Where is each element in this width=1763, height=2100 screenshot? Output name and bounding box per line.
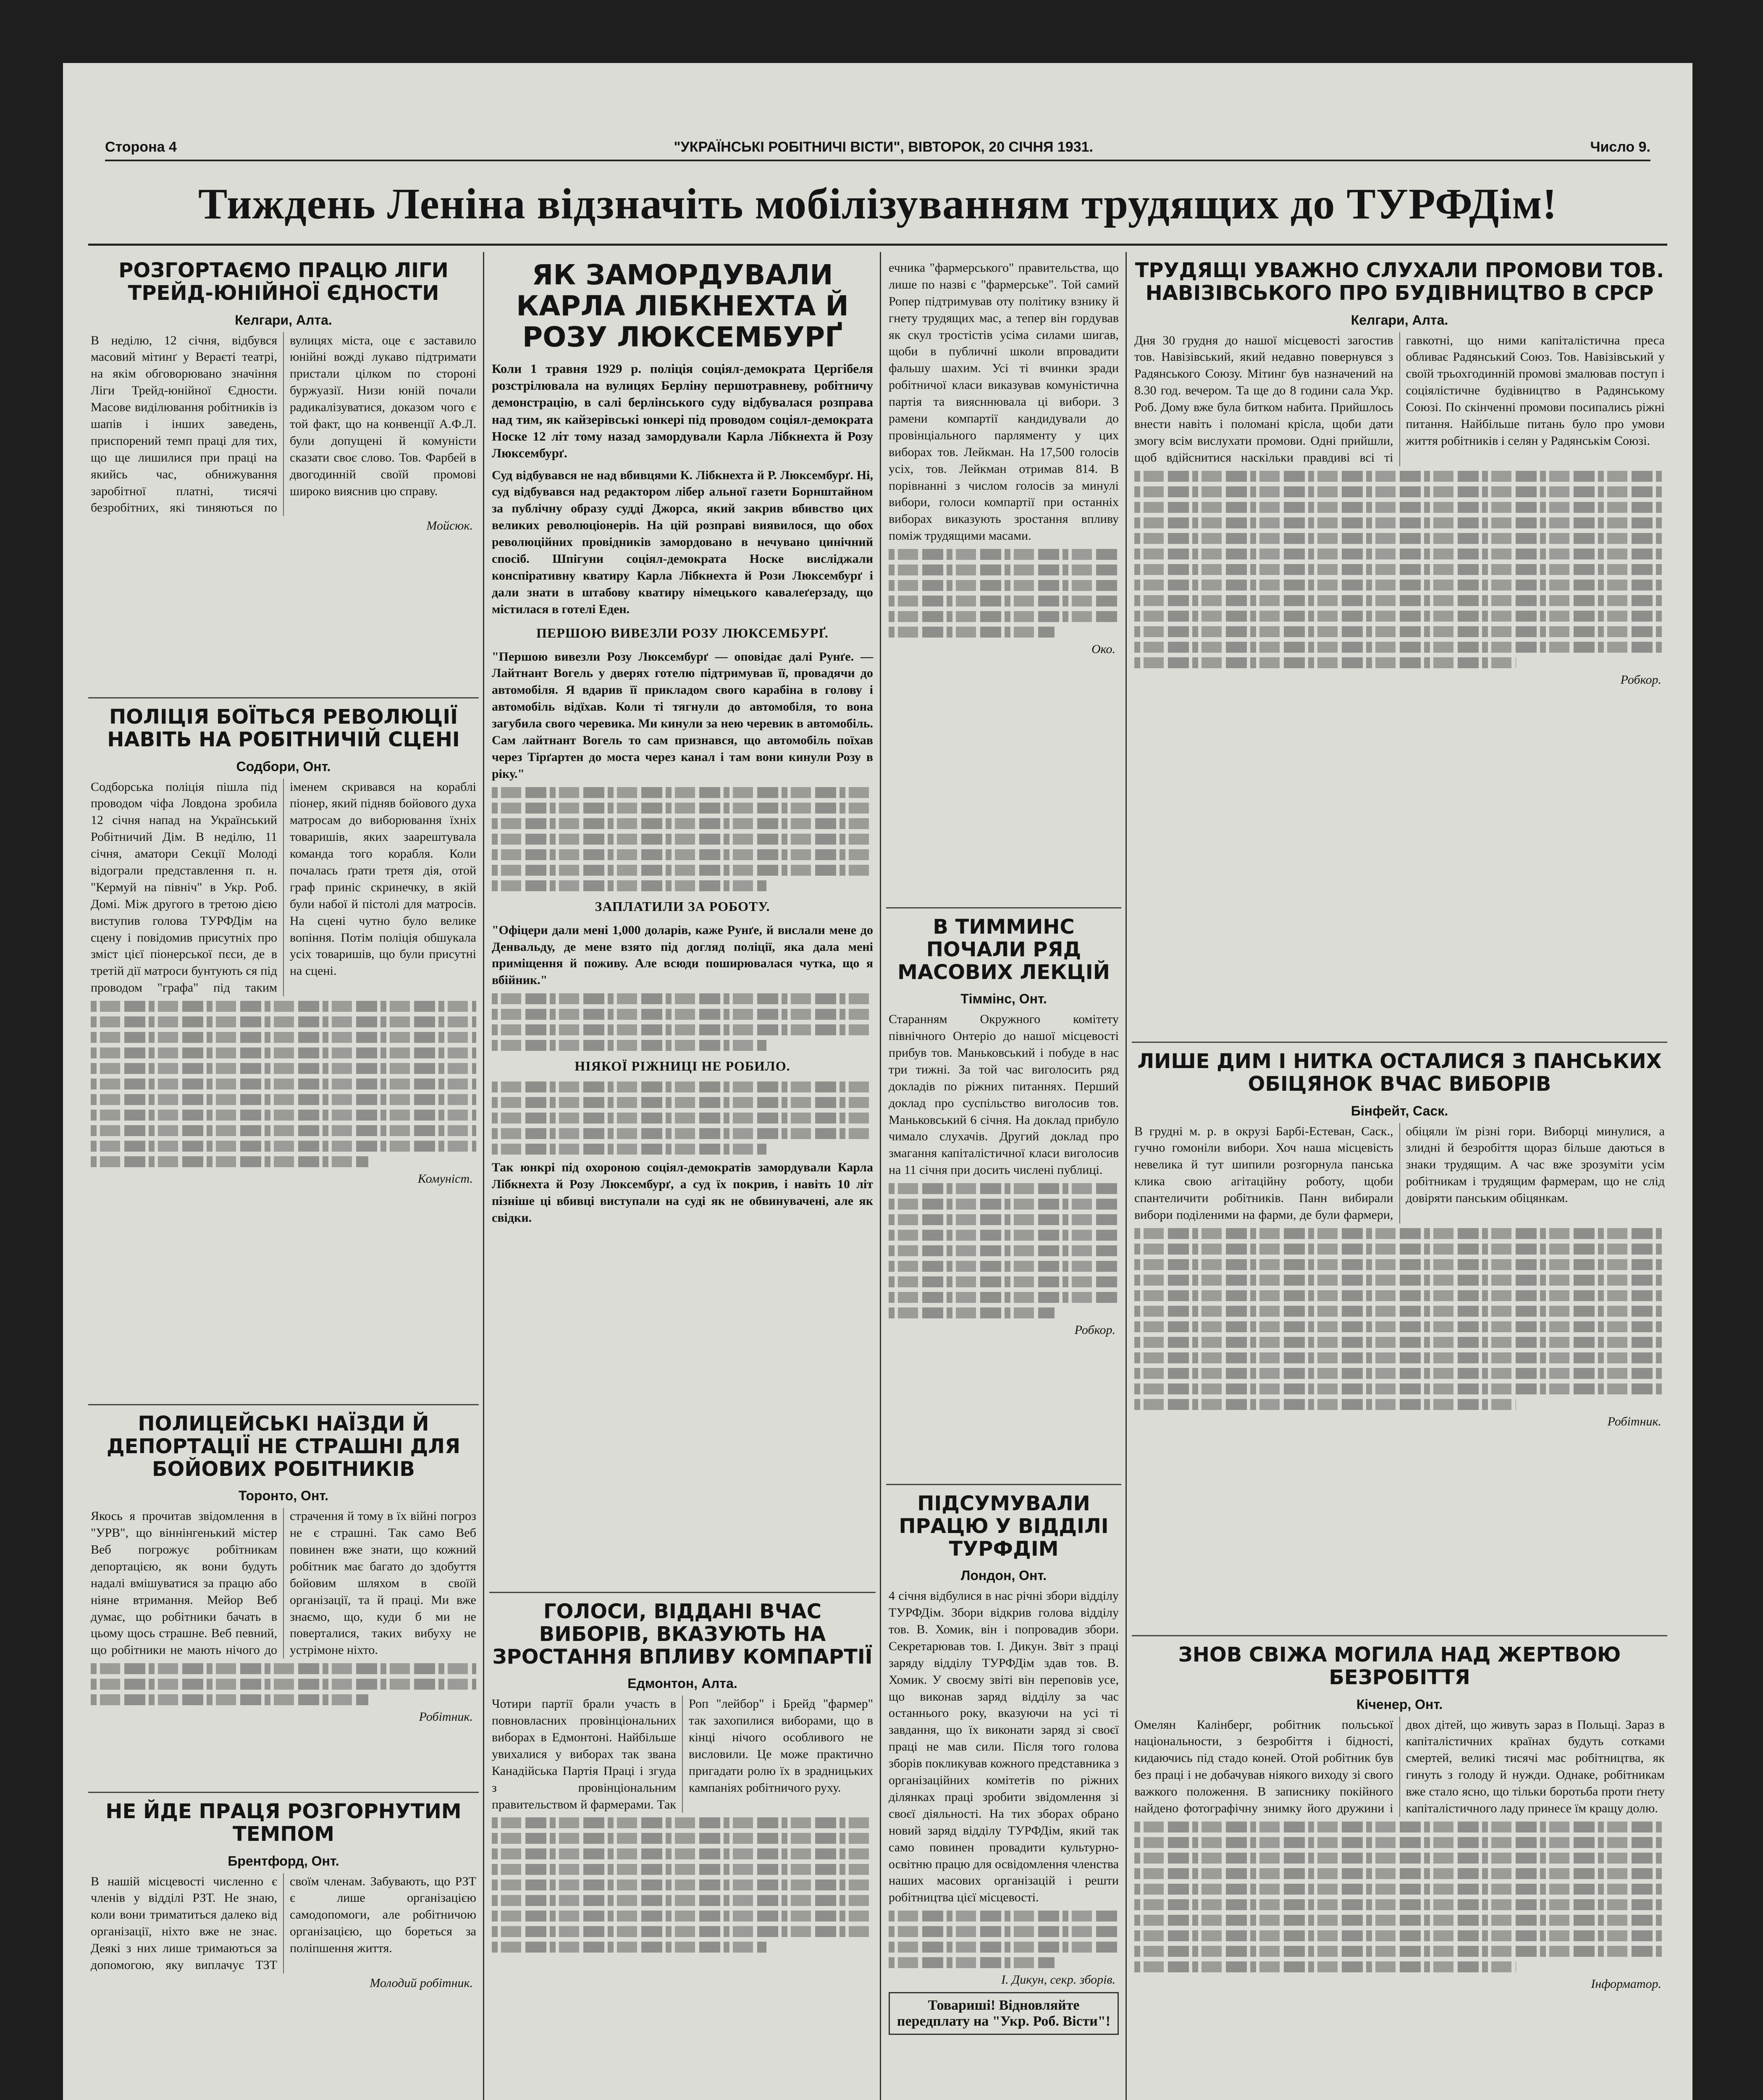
column-rule (1125, 252, 1127, 2100)
article-text: Содборська поліція пішла під проводом чіфа Ловдона зробила 12 січня напад на Український Робітничий Дім. В неділю, 11 січня, аматори Секції Молоді відограли представлення п. н. "Кермуй на північ" в Укр. Роб. Домі. Між другого в третою дією виступив голова ТУРФДім на сцену і повідомив присутніх про зміст цієї піонерської пєси, де в третій дії матроси бунтують ся під проводом "графа" під таким іменем скривався на кораблі піонер, який підняв бойового духа матросам до виборювання їхніх товаришів, яких заарештувала команда того корабля. Коли почалась ґрати третя дія, отой граф приніс скринечку, в якій були набої й пістолі для матросів. На сцені чутно було велике вопіння. Потім поліція обшукала усіх товаришів, що були присутні на сцені. (91, 780, 476, 995)
column-rule (880, 252, 881, 2100)
article-text: В грудні м. р. в окрузі Барбі-Естеван, Саск., гучно гомоніли вибори. Хоч наша місцевість невелика й тут шипили розгорнула панська клика свою агітаційну роботу, щоби спантеличити робітників. Панн вибирали вибори поділеними на фарми, де були фармери, обіцяли їм різні гори. Виборці минулися, а злидні й безробіття щораз більше даються в знаки трудящим. А час вже зрозуміти усім робітникам і трудящим фармерам, що не слід довіряти панським обіцянкам. (1134, 1124, 1665, 1222)
article-text-4: Так юнкрі під охороною соціял-демократів замордували Карла Лібкнехта й Розу Люксембурґ, а суд їх покрив, і навіть 10 літ пізніше ці вбивці виступали на суді як не обвинувачені, але як свідки. (492, 1160, 873, 1225)
dateline: Едмонтон, Алта. (627, 1676, 737, 1691)
dateline: Лондон, Онт. (960, 1568, 1047, 1583)
column-4 (1132, 252, 1667, 2100)
headline: В ТИММИНС ПОЧАЛИ РЯД МАСОВИХ ЛЕКЦІЙ (897, 915, 1110, 984)
subheading: ЗАПЛАТИЛИ ЗА РОБОТУ. (595, 898, 770, 914)
article-timmins-lectures (886, 908, 1121, 1485)
article-text: 4 січня відбулися в нас річні збори відділу ТУРФДім. Збори відкрив голова відділу тов. В. Хомик, він і попровадив збори. Секретарював тов. І. Дикун. Звіт з праці заряду відділу ТУРФДім здав тов. В. Хомик. У своєму звіті він переповів усе, що виконав заряд відділу за час останнього року, вказуючи на усі ті завдання, що їх виконати заряд зі своєї праці не мав сили. Після того голова зборів покликував кожного представника з організаційних комітетів по ріжних ділянках праці зробити звідомлення зі своєї діяльності. На тих зборах обрано новий заряд відділу ТУРФДім, який так само повинен провадити культурно-освітню працю для освідомлення членства наших масових організацій і решти робітництва цієї місцевості. (889, 1589, 1119, 1905)
headline: ПОЛІЦІЯ БОЇТЬСЯ РЕВОЛЮЦІЇ НАВІТЬ НА РОБІТНИЧІЙ СЦЕНІ (107, 705, 460, 751)
paper-title-date: "УКРАЇНСЬКІ РОБІТНИЧІ ВІСТИ", ВІВТОРОК, 20 СІЧНЯ 1931. (674, 139, 1093, 155)
article-trade-union-unity (88, 252, 479, 698)
dateline: Торонто, Онт. (238, 1488, 329, 1504)
article-unemployment-victim (1132, 1636, 1667, 2000)
dateline: Бінфейт, Саск. (1351, 1103, 1448, 1118)
article-work-pace (88, 1793, 479, 2000)
headline: РОЗГОРТАЄМО ПРАЦЮ ЛІГИ ТРЕЙД-ЮНІЙНОЇ ЄДНОСТИ (118, 259, 449, 305)
subheading: НІЯКОЇ РІЖНИЦІ НЕ РОБИЛО. (575, 1058, 790, 1074)
signature: Комуніст. (417, 1172, 473, 1186)
lead-paragraph: Коли 1 травня 1929 р. поліція соціял-демократа Цергібеля розстрілювала на вулицях Берліну першотравневу, робітничу демонстрацію, в салі берлінського суду відбувалася розправа над тим, як кайзерівські юнкері під проводом соціял-демократа Носке 12 літ тому назад замордували Карла Лібкнехта й Розу Люксембурґ. (492, 361, 873, 461)
article-farmer-government (886, 252, 1121, 908)
article-text-2: "Першою вивезли Розу Люксембурґ — оповідає далі Рунґе. — Лайтнант Вогель у дверях готелю підтримував її, провадячи до автомобіля. Я вдарив її прикладом свого карабіна в голову і автомобіль відїхав. Коли ті тягнули до автомобіля, то вона загубила свого черевика. Ми кинули за нею черевик в автомобіль. Сам лайтнант Вогель то сам признався, що автомобіль поїхав через Тірґартен до моста через канал і там вони кинули Розу в ріку." (492, 649, 873, 781)
article-liebknecht-luxemburg (489, 252, 876, 1593)
headline: ЛИШЕ ДИМ І НИТКА ОСТАЛИСЯ З ПАНСЬКИХ ОБІЦЯНОК ВЧАС ВИБОРІВ (1137, 1050, 1662, 1096)
article-text: Старанням Окружного комітету північного Онтеріо до нашої місцевості прибув тов. Маньковський і побуде в нас три тижні. За той час виголосить ряд докладів по ріжних питаннях. Перший доклад про суспільство виголосив тов. Маньковський 6 січня. На доклад прибуло чимало слухачів. Другий доклад про змагання капіталістичної класи виголосив на 11 січня при досить числені публиці. (889, 1012, 1119, 1177)
issue-number: Число 9. (1590, 139, 1650, 155)
subheading: ПЕРШОЮ ВИВЕЗЛИ РОЗУ ЛЮКСЕМБУРҐ. (536, 625, 829, 640)
newspaper-page (63, 63, 1692, 2100)
headline: ПОЛИЦЕЙСЬКІ НАЇЗДИ Й ДЕПОРТАЦІЇ НЕ СТРАШНІ ДЛЯ БОЙОВИХ РОБІТНИКІВ (106, 1412, 461, 1481)
article-election-promises (1132, 1043, 1667, 1636)
column-rule (483, 252, 484, 2100)
dateline: Содбори, Онт. (236, 759, 331, 774)
signature: Робкор. (1074, 1323, 1115, 1337)
dateline: Брентфорд, Онт. (228, 1853, 339, 1869)
dateline: Тіммінс, Онт. (960, 991, 1047, 1007)
article-text: Омелян Калінберг, робітник польської національности, з безробіття і бідності, кидаючись під стадо коней. Отой робітник був без праці і не добачував ніякого виходу зі свого важкого положення. В записнику покійного найдено фотографічну знимку його дружини і двох дітей, що живуть зараз в Польщі. Зараз в капіталістичних країнах будуть сотками смертей, великі тисячі мас робітництва, як гинуть з голоду й нужди. Однаке, робітникам вже стало ясно, що тільки боротьба проти ґнету капіталістичного ладу принесе їм кращу долю. (1134, 1717, 1665, 1815)
signature: Інформатор. (1591, 1977, 1661, 1991)
page-banner-headline: Тиждень Леніна відзначіть мобілізуванням трудящих до ТУРФДім! (88, 164, 1667, 246)
headline: ЗНОВ СВІЖА МОГИЛА НАД ЖЕРТВОЮ БЕЗРОБІТТЯ (1178, 1643, 1621, 1689)
article-text-3: "Офіцери дали мені 1,000 доларів, каже Рунґе, й вислали мене до Денвальду, де мене взято під догляд поліції, яка дала мені приміщення й поживу. Але всюди поширювалася чутка, що я вбійник." (492, 923, 873, 987)
signature: Робітник. (1607, 1414, 1661, 1428)
headline: НЕ ЙДЕ ПРАЦЯ РОЗГОРНУТИМ ТЕМПОМ (105, 1800, 462, 1846)
headline: ЯК ЗАМОРДУВАЛИ КАРЛА ЛІБКНЕХТА Й РОЗУ ЛЮКСЕМБУРҐ (516, 259, 849, 353)
running-header (105, 134, 1650, 161)
article-police-theatre (88, 698, 479, 1405)
dateline: Келгари, Алта. (1351, 312, 1448, 328)
article-soviet-speech (1132, 252, 1667, 1043)
column-1 (88, 252, 479, 2100)
article-text: В неділю, 12 січня, відбувся масовий мітинґ у Вераєті театрі, на якім обговорювано значіння Ліги Трейд-юнійної Єдности. Масове виділювання робітників із шапів і інших заведень, приспорений темп праці для тих, що ще лишилися при праці на якийсь час, обнижування заробітної платні, тисячі безробітних, які тиняються по вулицях міста, оце є заставило юнійні вожді лукаво підтримати пристали цілком по стороні буржуазії. Низи юній почали радикалізуватися, доказом чого є той факт, що на конвенції А.Ф.Л. були допущені й комуністи сказати своє слово. Тов. Фарбей в двогодинній своїй промові широко вияснив цю справу. (91, 333, 476, 515)
dateline: Келгари, Алта. (235, 312, 332, 328)
page-number: Сторона 4 (105, 139, 177, 155)
article-text: ечника "фармерського" правительства, що лише по назві є "фармерське". Той самий Ропер підтримував оту політику взнику й гнету трудящих мас, а тепер він гордував як скул тростістів усіма силами шигав, щоби в публичні школи впровадити фальшу шахим. Усі ті вчинки зради робітничої класи виказував комуністична партія та виясннювала ці вибори. 3 рамени компартії кандидували до провінціального парляменту у цих виборах тов. Лейкман. На 17,500 голосів усіх, тов. Лейкман отримав 814. В порівнанні з числом голосів за минулі вибори, голоси компартії при останніх виборах виказують зростання впливу поміж трудящими масами. (889, 261, 1119, 543)
dateline: Кіченер, Онт. (1356, 1696, 1443, 1712)
signature: Робітник. (419, 1710, 473, 1724)
subscription-notice: Товариші! Відновляйте передплату на "Укр. Роб. Вісти"! (889, 1992, 1119, 2035)
column-2 (489, 252, 876, 2100)
signature: Мойсюк. (426, 519, 473, 533)
article-text: Якось я прочитав звідомлення в "УРВ", що віннінгенький містер Веб погрожує робітникам депортацією, як вони будуть надалі вмішуватися за працю або ніяне втримання. Мейор Веб думає, що робітники бачать в цьому щось страшне. Веб певний, що робітники не мають нічого до страчення й тому в їх війні погроз не є страшні. Так само Веб повинен вже знати, що кожний робітник має багато до здобуття бойовим шляхом в своїй організації, та й праці. Ми вже знаємо, що, куди б ми не поверталися, таких вибуху не устрімоне ніхто. (91, 1509, 476, 1657)
headline: ТРУДЯЩІ УВАЖНО СЛУХАЛИ ПРОМОВИ ТОВ. НАВІЗІВСЬКОГО ПРО БУДІВНИЦТВО В СРСР (1135, 259, 1664, 305)
article-text: Дня 30 грудня до нашої місцевості загостив тов. Навізівський, який недавно повернувся з Радянського Союзу. Мітинг був назначений на 8.30 год. вечером. Та ще до 8 години сала Укр. Роб. Дому вже була битком набита. Прийшлось внести навіть і поломані крісла, щоби дати змогу всім вислухати промови. Одні прийшли, щоб вдійснитися наскільки правдиві всі ті гавкотні, що ними капіталістична преса обливає Радянський Союз. Тов. Навізівський у своїй трьохгодинній промові змалював поступ і соціялістичне будівництво в Радянському Союзі. По скінченні промови посипались ріжні питання. Найбільше питань було про умови життя робітників і селян у Радянськім Союзі. (1134, 333, 1665, 465)
article-police-raids (88, 1405, 479, 1793)
article-text: В нашій місцевості численно є членів у відділі РЗТ. Не знаю, коли вони триматиться далеко від організації, ніхто вже не знає. Деякі з них лише тримаються за допомогою, яку виплачує ТЗТ своїм членам. Забувають, що РЗТ є лише організацією самодопомоги, але робітничою організацією, що бореться за поліпшення життя. (91, 1874, 476, 1972)
column-3 (886, 252, 1121, 2100)
headline: ПІДСУМУВАЛИ ПРАЦЮ У ВІДДІЛІ ТУРФДІМ (899, 1492, 1109, 1561)
signature: Робкор. (1620, 672, 1661, 687)
article-text: Чотири партії брали участь в повновласних провінціональних виборах в Едмонтоні. Найбільше увихалися у виборах так звана Канадійська Партія Праці і згуда з провінціональним правительством й фармерами. Так Роп "лейбор" і Брейд "фармер" так захопилися виборами, що в кінці нічого особливого не висловили. Це може практично пригадати ролю їх в зрадницьких кампаніях робітничого руху. (492, 1697, 873, 1811)
signature: І. Дикун, секр. зборів. (1001, 1973, 1115, 1987)
signature: Молодий робітник. (370, 1976, 473, 1990)
article-election-votes (489, 1593, 876, 1966)
headline: ГОЛОСИ, ВІДДАНІ ВЧАС ВИБОРІВ, ВКАЗУЮТЬ НА ЗРОСТАННЯ ВПЛИВУ КОМПАРТІЇ (492, 1600, 873, 1669)
signature: Око. (1091, 642, 1115, 656)
article-turfdim-meeting (886, 1485, 1121, 2044)
article-text: Суд відбувався не над вбивцями К. Лібкнехта й Р. Люксембурґ. Ні, суд відбувався над редактором лібер альної газети Борнштайном за публічну образу судді Джорса, який закрив вбивство цих великих революціонерів. На цій розправі виявилося, що обох революційних провідників замордовано в нечувано цинічний спосіб. Шпігуни соціял-демократа Носке висліджали конспіративну кватиру Карла Лібкнехта й Рози Люксембурґ і дали знати в штабову кватиру німецького кавалеґерзаду, що містилася в готелі Еден. (492, 468, 873, 616)
